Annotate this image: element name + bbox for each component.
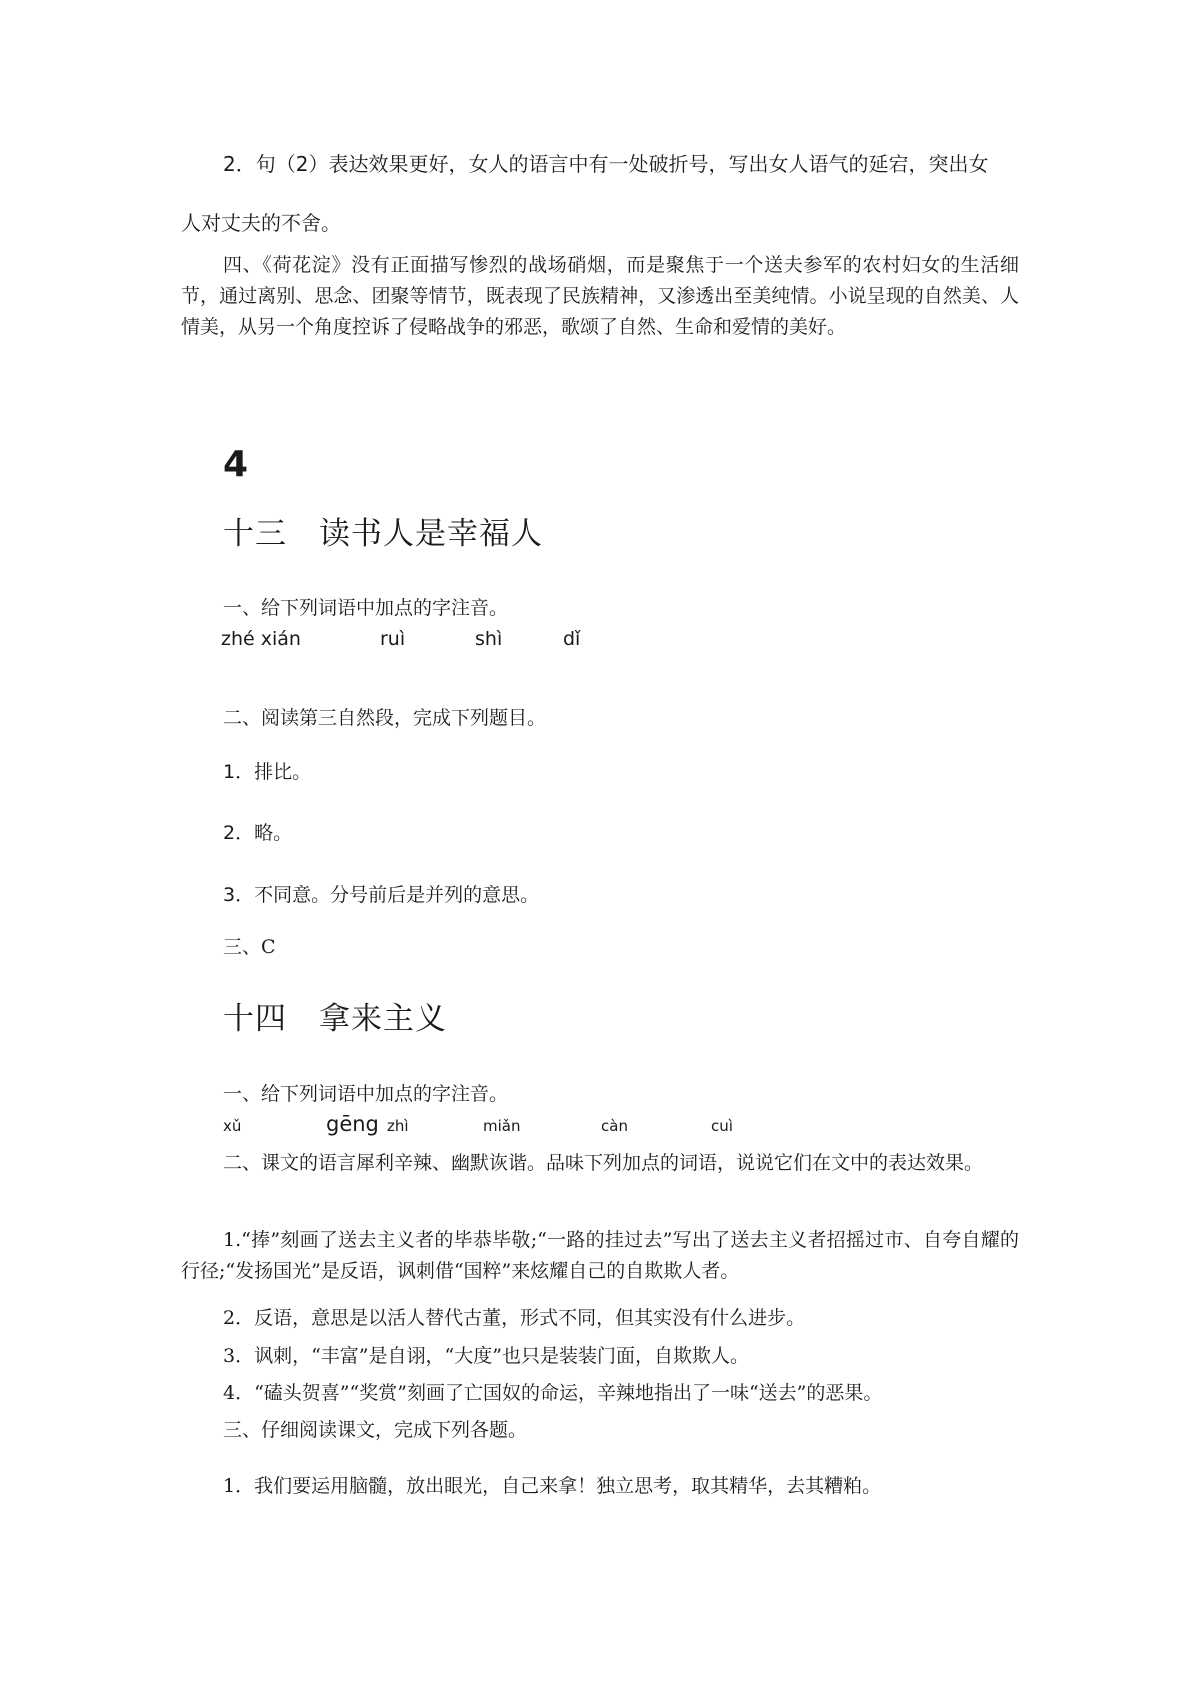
pinyin-item: xǔ	[223, 1117, 242, 1135]
lesson-14-answer-1: 1.“捧”刻画了送去主义者的毕恭毕敬;“一路的挂过去”写出了送去主义者招摇过市、自夸自耀的行径;“发扬国光”是反语，讽刺借“国粹”来炫耀自己的自欺欺人者。	[181, 1229, 1019, 1282]
pinyin-item: zhé xián	[221, 628, 301, 650]
lesson-14-answer-2: 2．反语，意思是以活人替代古董，形式不同，但其实没有什么进步。	[223, 1307, 806, 1329]
unit-number: 4	[223, 444, 249, 485]
lesson-13-question-1: 一、给下列词语中加点的字注音。	[223, 597, 509, 619]
lesson-13-answer-1: 1．排比。	[223, 761, 312, 783]
pinyin-item: cuì	[711, 1117, 733, 1135]
lesson-13-answer-3: 3．不同意。分号前后是并列的意思。	[223, 884, 540, 906]
lesson-14-title: 十四 拿来主义	[223, 1001, 447, 1037]
pinyin-item: shì	[475, 628, 503, 650]
pinyin-item: dǐ	[563, 628, 581, 650]
pinyin-item: càn	[601, 1117, 628, 1135]
prev-answer-2-line1: 2．句（2）表达效果更好，女人的语言中有一处破折号，写出女人语气的延宕，突出女	[223, 152, 989, 176]
lesson-14-question-3-answer-1: 1．我们要运用脑髓，放出眼光，自己来拿！独立思考，取其精华，去其糟粕。	[223, 1475, 882, 1497]
lesson-13-question-2: 二、阅读第三自然段，完成下列题目。	[223, 707, 547, 729]
lesson-14-answer-4: 4．“磕头贺喜”“奖赏”刻画了亡国奴的命运，辛辣地指出了一味“送去”的恶果。	[223, 1382, 883, 1404]
lesson-14-answer-3: 3．讽刺，“丰富”是自诩，“大度”也只是装装门面，自欺欺人。	[223, 1345, 749, 1367]
lesson-13-answer-2: 2．略。	[223, 822, 293, 844]
pinyin-item: gēng	[326, 1112, 379, 1136]
pinyin-item: zhì	[387, 1117, 409, 1135]
pinyin-item: ruì	[380, 628, 406, 650]
lesson-14-question-3: 三、仔细阅读课文，完成下列各题。	[223, 1419, 528, 1441]
lesson-14-question-2: 二、课文的语言犀利辛辣、幽默诙谐。品味下列加点的词语，说说它们在文中的表达效果。	[223, 1152, 984, 1174]
lesson-14-question-1: 一、给下列词语中加点的字注音。	[223, 1083, 509, 1105]
prev-answer-2-line2: 人对丈夫的不舍。	[181, 211, 341, 235]
pinyin-item: miǎn	[483, 1117, 521, 1135]
prev-answer-4: 四、《荷花淀》没有正面描写惨烈的战场硝烟，而是聚焦于一个送夫参军的农村妇女的生活细节，通过离别、思念、团聚等情节，既表现了民族精神，又渗透出至美纯情。小说呈现的自然美、人情美，从另一个角度控诉了侵略战争的邪恶，歌颂了自然、生命和爱情的美好。	[181, 254, 1019, 338]
lesson-13-question-3: 三、C	[223, 936, 276, 958]
lesson-13-title: 十三 读书人是幸福人	[223, 516, 543, 552]
